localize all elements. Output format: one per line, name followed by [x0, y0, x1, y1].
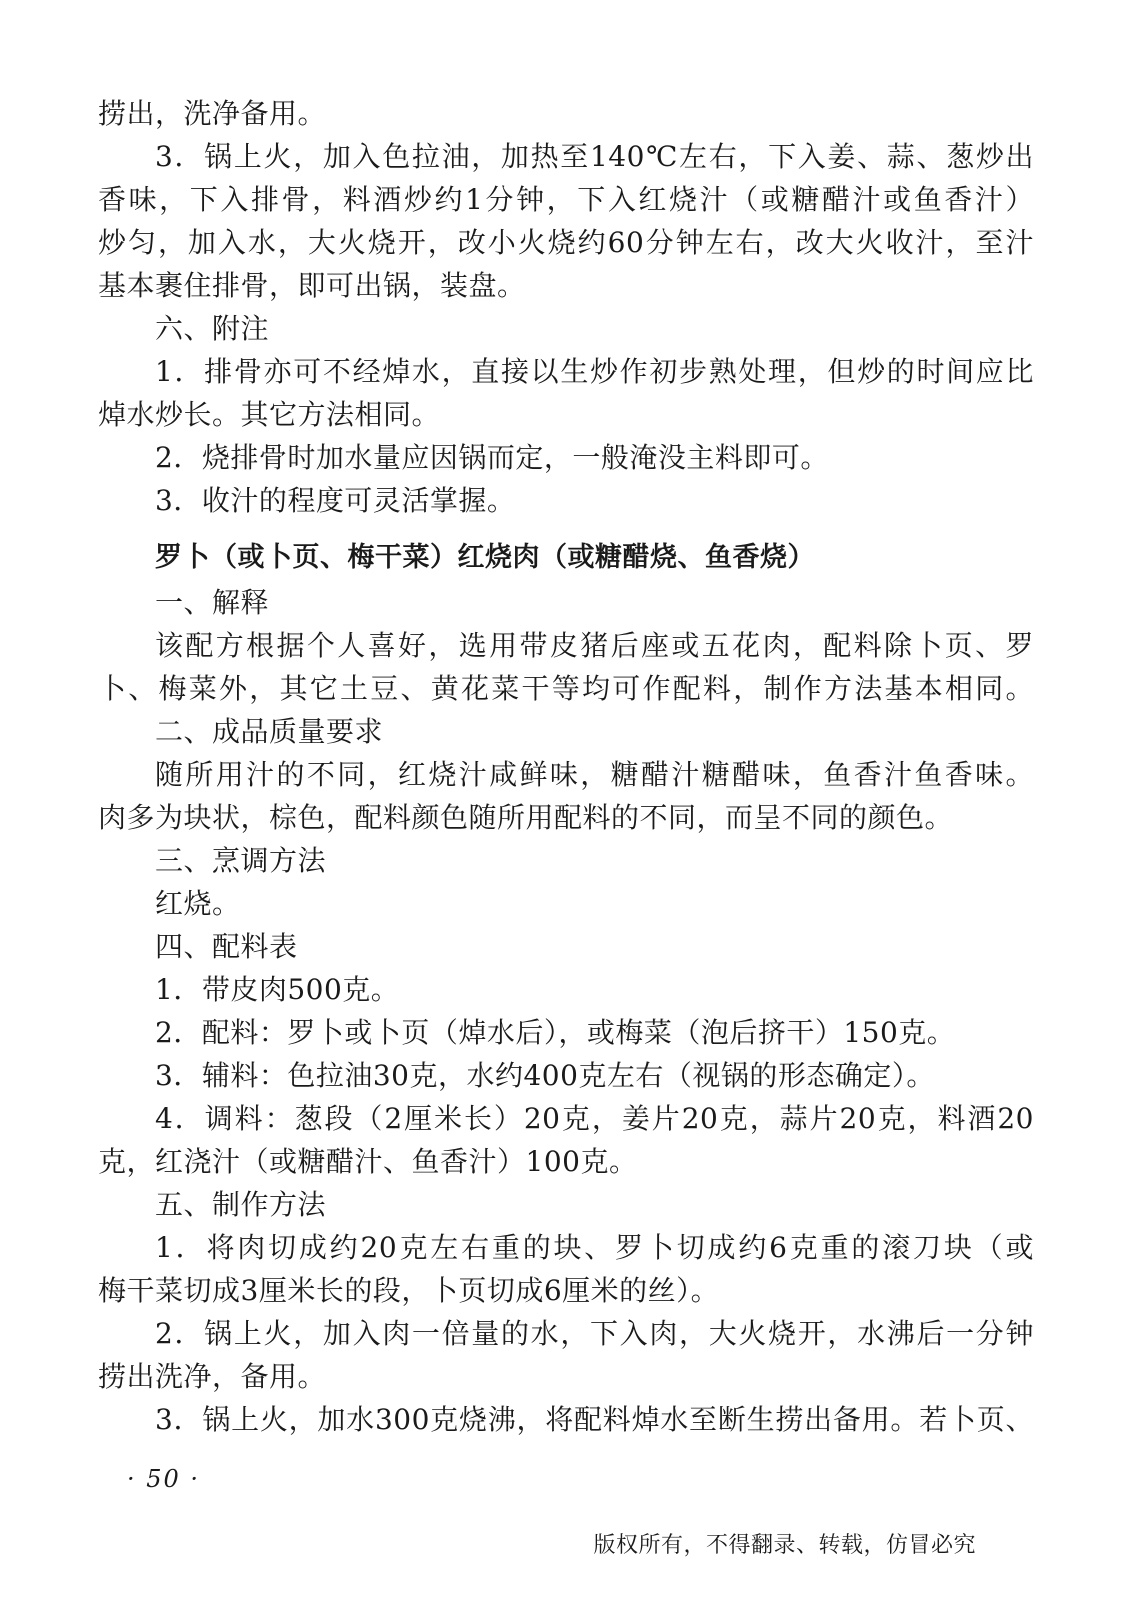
text-line: 梅干菜切成3厘米长的段，卜页切成6厘米的丝）。 [98, 1274, 720, 1307]
text-line: 随所用汁的不同，红烧汁咸鲜味，糖醋汁糖醋味，鱼香汁鱼香味。 [155, 758, 1034, 791]
text-line: 卜、梅菜外，其它土豆、黄花菜干等均可作配料，制作方法基本相同。 [98, 672, 1034, 705]
text-line: 2．锅上火，加入肉一倍量的水，下入肉，大火烧开，水沸后一分钟 [155, 1317, 1034, 1350]
text-line: 1．排骨亦可不经焯水，直接以生炒作初步熟处理，但炒的时间应比 [155, 355, 1034, 388]
text-line: 炒匀，加入水，大火烧开，改小火烧约60分钟左右，改大火收汁，至汁 [98, 226, 1034, 259]
text-line: 焯水炒长。其它方法相同。 [98, 398, 441, 431]
text-line: 3．锅上火，加水300克烧沸，将配料焯水至断生捞出备用。若卜页、 [155, 1403, 1034, 1436]
text-line: 克，红浇汁（或糖醋汁、鱼香汁）100克。 [98, 1145, 638, 1178]
text-line: 肉多为块状，棕色，配料颜色随所用配料的不同，而呈不同的颜色。 [98, 801, 954, 834]
text-line: 该配方根据个人喜好，选用带皮猪后座或五花肉，配料除卜页、罗 [155, 629, 1034, 662]
text-line: 3．收汁的程度可灵活掌握。 [155, 484, 516, 517]
page-number: · 50 · [127, 1465, 201, 1493]
text-line: 1．将肉切成约20克左右重的块、罗卜切成约6克重的滚刀块（或 [155, 1231, 1034, 1264]
text-line: 三、烹调方法 [155, 844, 327, 877]
copyright-notice: 版权所有，不得翻录、转载，仿冒必究 [593, 1533, 976, 1558]
text-line: 2．烧排骨时加水量应因锅而定，一般淹没主料即可。 [155, 441, 829, 474]
text-line: 六、附注 [155, 312, 270, 345]
text-line: 一、解释 [155, 586, 270, 619]
text-line: 五、制作方法 [155, 1188, 327, 1221]
text-line: 香味，下入排骨，料酒炒约1分钟，下入红烧汁（或糖醋汁或鱼香汁） [98, 183, 1034, 216]
text-line: 捞出洗净，备用。 [98, 1360, 327, 1393]
page-body [98, 92, 1034, 1441]
section-heading: 罗卜（或卜页、梅干菜）红烧肉（或糖醋烧、鱼香烧） [155, 542, 815, 573]
text-line: 1．带皮肉500克。 [155, 973, 400, 1006]
text-line: 3．锅上火，加入色拉油，加热至140℃左右，下入姜、蒜、葱炒出 [155, 140, 1034, 173]
text-line: 基本裹住排骨，即可出锅，装盘。 [98, 269, 526, 302]
text-line: 2．配料：罗卜或卜页（焯水后），或梅菜（泡后挤干）150克。 [155, 1016, 956, 1049]
text-line: 4．调料：葱段（2厘米长）20克，姜片20克，蒜片20克，料酒20 [155, 1102, 1034, 1135]
text-line: 二、成品质量要求 [155, 715, 384, 748]
text-line: 四、配料表 [155, 930, 298, 963]
text-line: 3．辅料：色拉油30克，水约400克左右（视锅的形态确定）。 [155, 1059, 935, 1092]
text-line: 捞出，洗净备用。 [98, 97, 327, 130]
text-line: 红烧。 [155, 887, 241, 920]
